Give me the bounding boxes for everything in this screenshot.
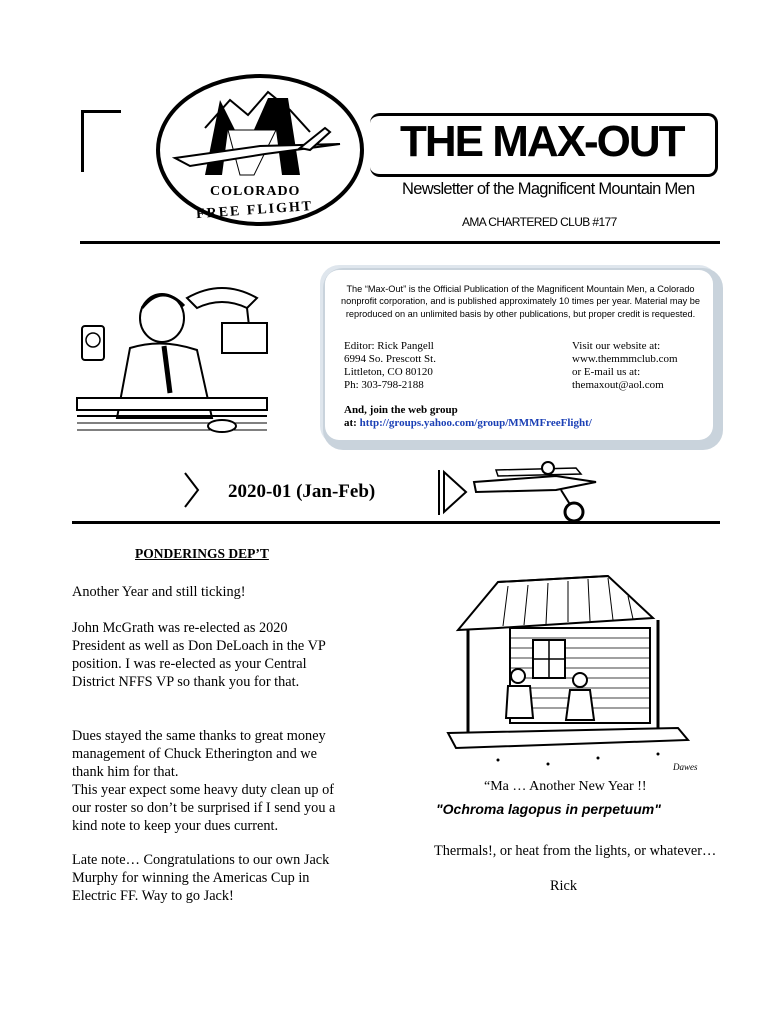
divider-top	[80, 241, 720, 244]
logo-free-flight-text: FREE FLIGHT	[195, 198, 314, 223]
club-logo	[150, 70, 370, 245]
article-paragraph: Another Year and still ticking!	[72, 584, 246, 600]
article-paragraph: John McGrath was re-elected as 2020 President as well as Don DeLoach in the VP position. I was re-elected as your Central District NFFS VP so thank you for that.	[72, 620, 326, 690]
editor-line: Editor: Rick Pangell	[344, 340, 434, 352]
editor-contact	[344, 340, 436, 392]
divider-middle	[72, 521, 720, 524]
editor-line: Littleton, CO 80120	[344, 366, 433, 378]
website-link[interactable]: www.themmmclub.com	[572, 353, 678, 365]
latin-motto: "Ochroma lagopus in perpetuum"	[436, 801, 661, 817]
newsletter-subtitle: Newsletter of the Magnificent Mountain Men	[402, 180, 695, 198]
newsletter-title: THE MAX-OUT	[400, 117, 684, 166]
masthead-frame-cap	[81, 110, 121, 113]
webgroup-block	[344, 404, 592, 430]
masthead-frame-left	[81, 110, 84, 172]
email-link[interactable]: themaxout@aol.com	[572, 379, 664, 391]
cartoon-caption: “Ma … Another New Year !!	[484, 779, 647, 794]
article-heading: PONDERINGS DEP’T	[135, 546, 269, 561]
editor-line: Ph: 303-798-2188	[344, 379, 424, 391]
website-line: Visit our website at:	[572, 340, 661, 352]
closing-signature: Rick	[550, 878, 578, 894]
article-paragraph: Late note… Congratulations to our own Jack Murphy for winning the Americas Cup in Electric FF. Way to go Jack!	[72, 852, 330, 904]
webgroup-link[interactable]: http://groups.yahoo.com/group/MMMFreeFlight/	[359, 417, 592, 429]
porch-cartoon-illustration	[438, 568, 728, 783]
closing-text: Thermals!, or heat from the lights, or whatever…	[434, 843, 717, 859]
cartoonist-signature: Dawes	[673, 762, 698, 772]
article-paragraph: Dues stayed the same thanks to great money management of Chuck Etherington and we thank him for that.	[72, 728, 326, 780]
issue-number: 2020-01 (Jan-Feb)	[228, 481, 376, 502]
webgroup-prefix: at:	[344, 417, 357, 429]
website-contact	[572, 340, 678, 392]
article-paragraph: This year expect some heavy duty clean up of our roster so don’t be surprised if I send you a kind note to keep your dues current.	[72, 782, 336, 834]
model-airplane-illustration	[436, 460, 606, 530]
editor-line: 6994 So. Prescott St.	[344, 353, 436, 365]
website-line: or E-mail us at:	[572, 366, 641, 378]
webgroup-label: And, join the web group	[344, 404, 458, 416]
logo-colorado-text: COLORADO	[210, 184, 301, 199]
editor-cartoon-illustration	[72, 268, 272, 443]
publication-statement: The “Max-Out” is the Official Publication of the Magnificent Mountain Men, a Colorado nonprofit corporation, and is published approximately 10 times per year. Material may be reproduced on an unlimited basis by other publications, but proper credit is requested.	[340, 284, 700, 319]
chartered-club: AMA CHARTERED CLUB #177	[462, 215, 617, 229]
webgroup-line	[344, 417, 592, 430]
chevron-right-icon	[182, 470, 202, 515]
